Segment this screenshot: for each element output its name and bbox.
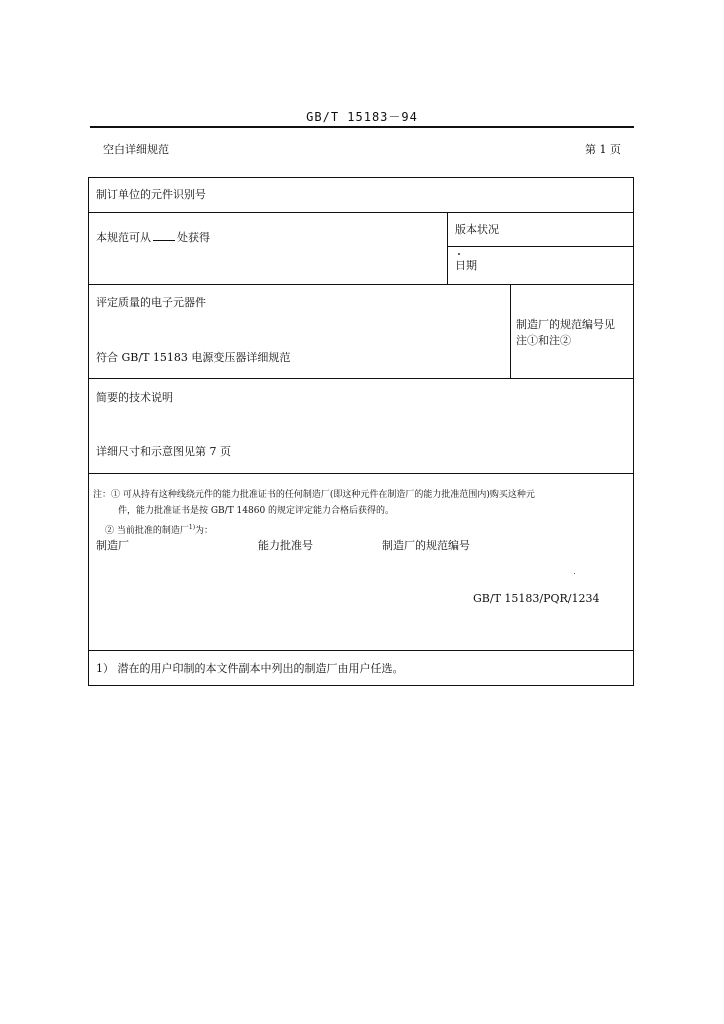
header-rule xyxy=(90,126,634,128)
row-divider xyxy=(88,378,634,379)
manufacturer-spec-note-line2: 注①和注② xyxy=(516,334,571,347)
standard-number: GB/T 15183－94 xyxy=(306,110,418,124)
column-divider xyxy=(447,212,448,284)
row-divider xyxy=(447,246,634,247)
mark-dot xyxy=(458,253,460,255)
qualified-components-label: 评定质量的电子元器件 xyxy=(96,296,206,309)
col-manufacturer-spec-number: 制造厂的规范编号 xyxy=(382,539,470,552)
blank-line xyxy=(153,230,175,241)
note-2-prefix: ② 当前批准的制造厂 xyxy=(105,526,189,536)
date-label: 日期 xyxy=(455,259,477,272)
note-1-line-1: 注：① 可从持有这种线绕元件的能力批准证书的任何制造厂(即这种元件在制造厂的能力批准范围内)购买这种元 xyxy=(93,490,535,500)
column-divider xyxy=(510,284,511,378)
version-status-label: 版本状况 xyxy=(455,223,499,236)
page-number: 第 1 页 xyxy=(585,143,621,156)
form-table xyxy=(88,177,634,686)
spec-type-label: 空白详细规范 xyxy=(103,143,169,156)
brief-description-label: 简要的技术说明 xyxy=(96,391,173,404)
conforms-to-text: 符合 GB/T 15183 电源变压器详细规范 xyxy=(96,351,291,364)
dimensions-reference: 详细尺寸和示意图见第 7 页 xyxy=(96,445,231,458)
row-divider xyxy=(88,650,634,651)
col-approval-number: 能力批准号 xyxy=(258,539,313,552)
available-from xyxy=(96,230,210,245)
note-2-suffix: 为： xyxy=(195,526,214,536)
mark-dot xyxy=(574,573,575,574)
issuer-id-label: 制订单位的元件识别号 xyxy=(96,188,206,201)
note-2 xyxy=(105,522,213,537)
footnote-marker: 1) xyxy=(188,524,196,531)
available-from-suffix: 处获得 xyxy=(177,231,210,244)
available-from-prefix: 本规范可从 xyxy=(96,231,151,244)
row-divider xyxy=(88,473,634,474)
manufacturer-spec-note-line1: 制造厂的规范编号见 xyxy=(516,318,615,331)
footnote: 1） 潜在的用户印制的本文件副本中列出的制造厂由用户任选。 xyxy=(96,662,404,675)
row-divider xyxy=(88,212,634,213)
col-manufacturer: 制造厂 xyxy=(96,539,129,552)
row-divider xyxy=(88,284,634,285)
example-spec-number: GB/T 15183/PQR/1234 xyxy=(473,592,600,605)
note-1-line-2: 件，能力批准证书是按 GB/T 14860 的规定评定能力合格后获得的。 xyxy=(118,506,395,516)
